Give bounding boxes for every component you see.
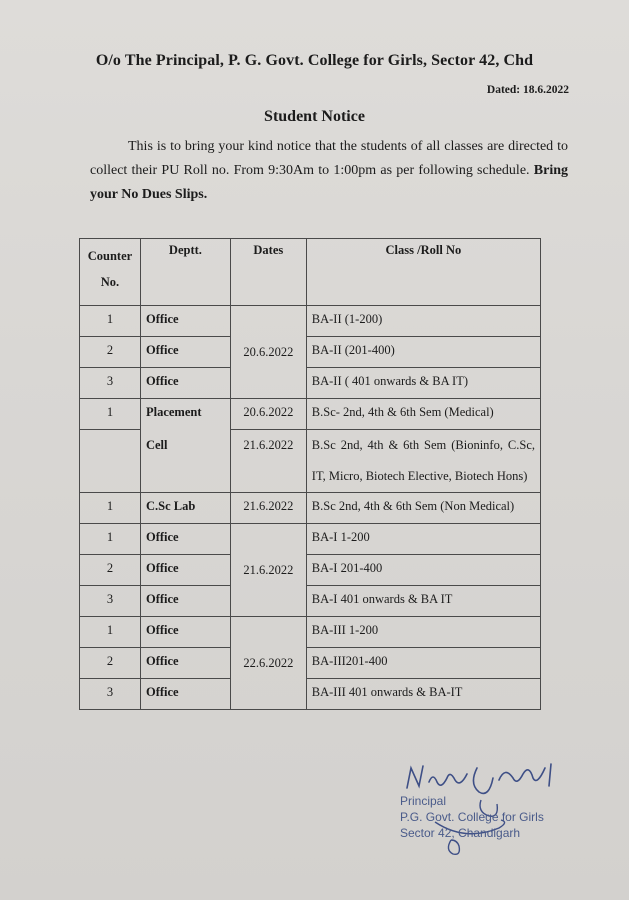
counter-cell: 3 — [80, 368, 141, 399]
header-class: Class /Roll No — [306, 239, 540, 306]
header-dates: Dates — [230, 239, 306, 306]
notice-date: Dated: 18.6.2022 — [486, 84, 569, 96]
counter-cell: 3 — [80, 679, 141, 710]
counter-cell: 2 — [80, 648, 141, 679]
counter-cell: 1 — [80, 524, 141, 555]
table-row — [80, 493, 541, 524]
notice-title: Student Notice — [264, 108, 365, 125]
table-row — [80, 399, 541, 430]
table-row — [80, 679, 541, 710]
dept-cell: Office — [140, 524, 230, 555]
class-cell: BA-II (201-400) — [306, 337, 540, 368]
header-counter: Counter No. — [80, 239, 141, 306]
table-row — [80, 524, 541, 555]
table-row — [80, 555, 541, 586]
counter-cell: 3 — [80, 586, 141, 617]
dept-cell: Office — [140, 368, 230, 399]
table-header-row — [80, 239, 541, 306]
class-cell: B.Sc- 2nd, 4th & 6th Sem (Medical) — [306, 399, 540, 430]
counter-cell: 1 — [80, 399, 141, 430]
counter-cell: 1 — [80, 306, 141, 337]
table-row — [80, 586, 541, 617]
counter-cell: 2 — [80, 555, 141, 586]
header-deptt: Deptt. — [140, 239, 230, 306]
date-cell: 21.6.2022 — [230, 493, 306, 524]
office-heading: O/o The Principal, P. G. Govt. College for Girls, Sector 42, Chd — [95, 52, 534, 69]
class-cell: BA-III 1-200 — [306, 617, 540, 648]
principal-stamp — [400, 793, 600, 841]
notice-body-emphasis: Bring your No Dues Slips. — [90, 163, 569, 202]
dept-cell: Office — [140, 306, 230, 337]
notice-body — [90, 135, 568, 207]
dept-cell: Office — [140, 555, 230, 586]
table-row — [80, 306, 541, 337]
notice-body-text: This is to bring your kind notice that the students of all classes are directed to collect their PU Roll no. From 9:30Am to 1:00pm as per following schedule. — [90, 139, 568, 178]
table-row — [80, 430, 541, 493]
dept-cell: Office — [140, 617, 230, 648]
stamp-line-3: Sector 42, Chandigarh — [400, 826, 521, 840]
class-cell: BA-I 201-400 — [306, 555, 540, 586]
table-row — [80, 617, 541, 648]
class-cell: BA-I 401 onwards & BA IT — [306, 586, 540, 617]
date-cell: 21.6.2022 — [230, 430, 306, 493]
counter-cell — [80, 430, 141, 493]
class-cell: BA-III 401 onwards & BA-IT — [306, 679, 540, 710]
table-row — [80, 648, 541, 679]
dept-cell: Office — [140, 648, 230, 679]
table-row — [80, 368, 541, 399]
counter-cell: 2 — [80, 337, 141, 368]
class-cell: B.Sc 2nd, 4th & 6th Sem (Bioninfo, C.Sc, IT, Micro, Biotech Elective, Biotech Hons) — [306, 430, 540, 493]
date-cell: 22.6.2022 — [230, 617, 306, 710]
dept-cell: Office — [140, 679, 230, 710]
dept-cell: C.Sc Lab — [140, 493, 230, 524]
class-cell: BA-II (1-200) — [306, 306, 540, 337]
stamp-line-1: Principal — [400, 794, 447, 808]
class-cell: BA-II ( 401 onwards & BA IT) — [306, 368, 540, 399]
date-cell: 21.6.2022 — [230, 524, 306, 617]
dept-cell: Placement — [140, 399, 230, 430]
date-cell: 20.6.2022 — [230, 306, 306, 399]
dept-cell: Cell — [140, 430, 230, 493]
dept-cell: Office — [140, 337, 230, 368]
date-cell: 20.6.2022 — [230, 399, 306, 430]
stamp-line-2: P.G. Govt. College for Girls — [400, 810, 544, 824]
class-cell: BA-I 1-200 — [306, 524, 540, 555]
dept-cell: Office — [140, 586, 230, 617]
table-row — [80, 337, 541, 368]
class-cell: B.Sc 2nd, 4th & 6th Sem (Non Medical) — [306, 493, 540, 524]
counter-cell: 1 — [80, 617, 141, 648]
counter-cell: 1 — [80, 493, 141, 524]
schedule-table — [79, 238, 541, 710]
class-cell: BA-III201-400 — [306, 648, 540, 679]
